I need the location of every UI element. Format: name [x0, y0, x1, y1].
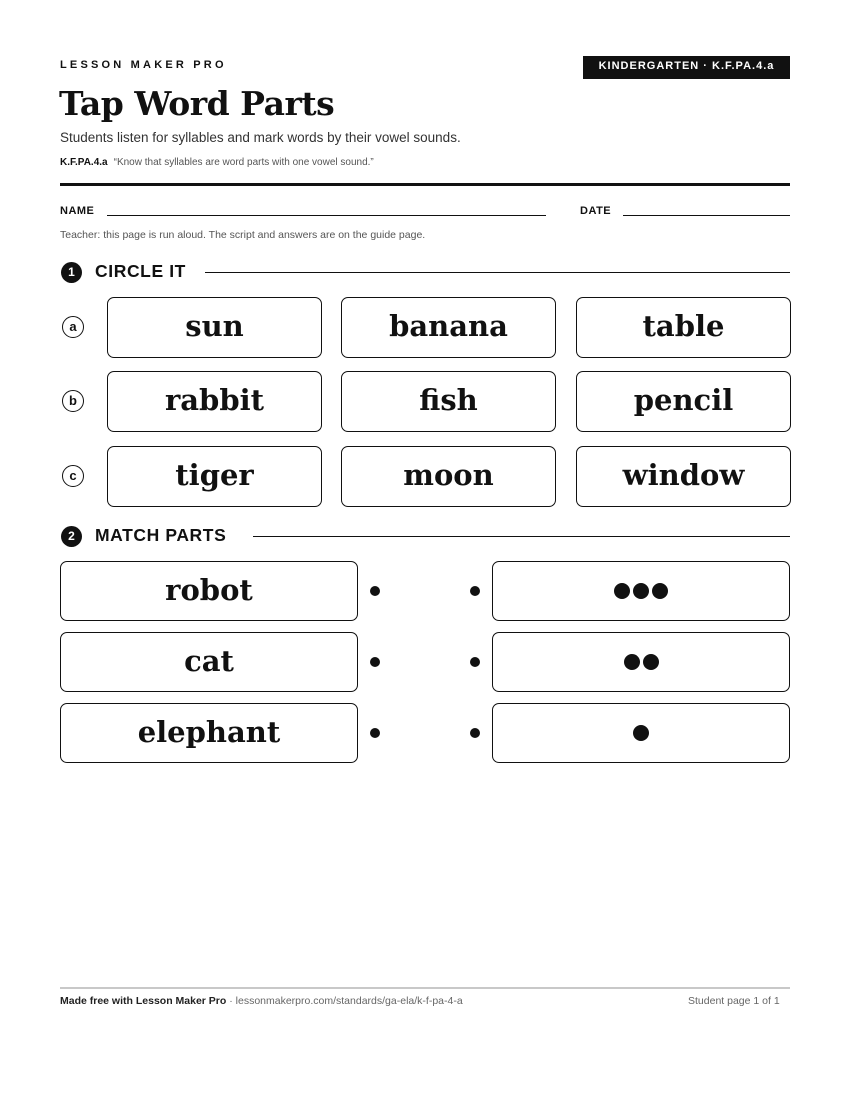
word-card[interactable]: tiger [107, 446, 322, 507]
syllable-dots-card[interactable] [492, 561, 790, 621]
match-word-card[interactable]: elephant [60, 703, 358, 763]
footer-page-number: Student page 1 of 1 [688, 995, 780, 1007]
syllable-dot [643, 654, 659, 670]
row-letter-b: b [62, 390, 84, 412]
syllable-dot [614, 583, 630, 599]
match-word-card[interactable]: cat [60, 632, 358, 692]
match-connector-left[interactable] [370, 657, 380, 667]
teacher-note: Teacher: this page is run aloud. The script and answers are on the guide page. [60, 229, 426, 241]
word-card[interactable]: fish [341, 371, 556, 432]
syllable-dot [652, 583, 668, 599]
section-1-rule [205, 272, 790, 273]
word-card[interactable]: sun [107, 297, 322, 358]
grade-standard-badge: KINDERGARTEN · K.F.PA.4.a [583, 56, 790, 79]
brand-name: LESSON MAKER PRO [60, 59, 227, 71]
word-card[interactable]: banana [341, 297, 556, 358]
row-letter-a: a [62, 316, 84, 338]
syllable-dots-card[interactable] [492, 703, 790, 763]
syllable-dot [633, 725, 649, 741]
syllable-dot [624, 654, 640, 670]
standard-text: “Know that syllables are word parts with one vowel sound.” [113, 157, 374, 168]
name-label: NAME [60, 205, 95, 217]
header-divider [60, 183, 790, 186]
word-card[interactable]: table [576, 297, 791, 358]
standard-line [60, 157, 374, 168]
match-connector-left[interactable] [370, 728, 380, 738]
match-connector-right[interactable] [470, 657, 480, 667]
word-card[interactable]: rabbit [107, 371, 322, 432]
word-card[interactable]: pencil [576, 371, 791, 432]
section-1-number: 1 [61, 262, 82, 283]
worksheet-subtitle: Students listen for syllables and mark words by their vowel sounds. [60, 130, 461, 145]
syllable-dots-card[interactable] [492, 632, 790, 692]
name-field[interactable] [107, 215, 546, 216]
match-connector-left[interactable] [370, 586, 380, 596]
section-2-title: MATCH PARTS [95, 525, 227, 545]
match-connector-right[interactable] [470, 728, 480, 738]
date-label: DATE [580, 205, 612, 217]
section-2-number: 2 [61, 526, 82, 547]
footer-url: · lessonmakerpro.com/standards/ga-ela/k-f-pa-4-a [229, 995, 463, 1007]
syllable-dot [633, 583, 649, 599]
worksheet-title: Tap Word Parts [59, 84, 335, 123]
word-card[interactable]: moon [341, 446, 556, 507]
match-connector-right[interactable] [470, 586, 480, 596]
match-word-card[interactable]: robot [60, 561, 358, 621]
section-2-rule [253, 536, 790, 537]
word-card[interactable]: window [576, 446, 791, 507]
section-1-title: CIRCLE IT [95, 261, 186, 281]
standard-code: K.F.PA.4.a [60, 157, 108, 168]
date-field[interactable] [623, 215, 790, 216]
row-letter-c: c [62, 465, 84, 487]
footer-made-with: Made free with Lesson Maker Pro [60, 995, 227, 1007]
footer-credit [60, 995, 463, 1007]
footer-divider [60, 987, 790, 989]
